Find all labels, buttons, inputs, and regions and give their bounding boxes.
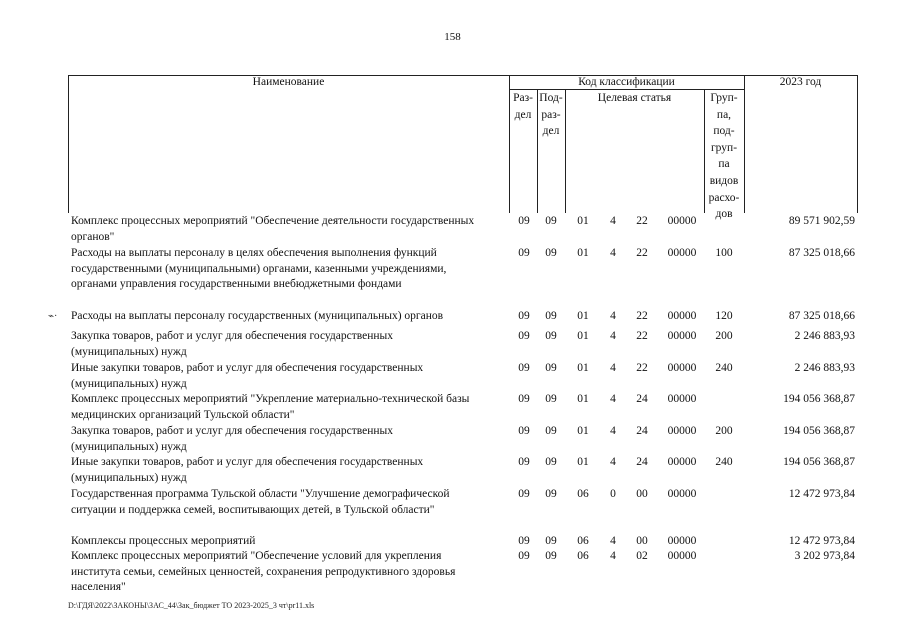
row-razdel: 09	[518, 393, 530, 405]
row-subprogram: 22	[636, 310, 648, 322]
row-program: 01	[577, 362, 589, 374]
row-type: 4	[610, 550, 616, 562]
row-name: Закупка товаров, работ и услуг для обеспечения государственных (муниципальных) нужд	[71, 425, 394, 453]
row-amount: 2 246 883,93	[794, 362, 855, 374]
row-razdel: 09	[518, 488, 530, 500]
margin-mark: ⌁·	[48, 311, 58, 322]
row-type: 4	[610, 310, 616, 322]
row-type: 4	[610, 330, 616, 342]
row-amount: 2 246 883,93	[794, 330, 855, 342]
row-amount: 87 325 018,66	[788, 247, 855, 259]
row-expense-type: 200	[715, 425, 733, 437]
row-name: Расходы на выплаты персоналу государственных (муниципальных) органов	[71, 310, 444, 322]
row-program: 06	[577, 550, 589, 562]
row-amount: 12 472 973,84	[788, 488, 855, 500]
row-razdel: 09	[518, 362, 530, 374]
row-program: 01	[577, 330, 589, 342]
row-direction: 00000	[667, 535, 697, 547]
row-direction: 00000	[667, 456, 697, 468]
row-razdel: 09	[518, 550, 530, 562]
row-program: 06	[577, 535, 589, 547]
row-subprogram: 02	[636, 550, 648, 562]
row-podrazdel: 09	[545, 535, 557, 547]
row-amount: 12 472 973,84	[788, 535, 855, 547]
row-name: Иные закупки товаров, работ и услуг для обеспечения государственных (муниципальных) нужд	[71, 362, 424, 390]
row-direction: 00000	[667, 550, 697, 562]
row-razdel: 09	[518, 456, 530, 468]
row-direction: 00000	[667, 215, 697, 227]
row-podrazdel: 09	[545, 310, 557, 322]
row-name: Государственная программа Тульской области "Улучшение демографической ситуации и поддержка семей, воспитывающих детей, в Тульской области"	[71, 488, 450, 516]
row-direction: 00000	[667, 247, 697, 259]
row-expense-type: 240	[715, 362, 733, 374]
row-podrazdel: 09	[545, 247, 557, 259]
row-program: 01	[577, 393, 589, 405]
row-expense-type: 200	[715, 330, 733, 342]
row-program: 01	[577, 310, 589, 322]
row-direction: 00000	[667, 393, 697, 405]
row-type: 4	[610, 425, 616, 437]
header-razdel: Раз- дел	[513, 92, 533, 121]
row-subprogram: 22	[636, 362, 648, 374]
row-name: Закупка товаров, работ и услуг для обеспечения государственных (муниципальных) нужд	[71, 330, 394, 358]
row-subprogram: 22	[636, 215, 648, 227]
row-amount: 194 056 368,87	[783, 425, 855, 437]
row-expense-type: 240	[715, 456, 733, 468]
row-type: 4	[610, 535, 616, 547]
row-razdel: 09	[518, 215, 530, 227]
row-amount: 89 571 902,59	[788, 215, 855, 227]
row-expense-type: 100	[715, 247, 733, 259]
row-type: 0	[610, 488, 616, 500]
row-razdel: 09	[518, 425, 530, 437]
row-podrazdel: 09	[545, 488, 557, 500]
row-podrazdel: 09	[545, 393, 557, 405]
row-podrazdel: 09	[545, 550, 557, 562]
row-name: Комплекс процессных мероприятий "Укрепление материально-технической базы медицинских организаций Тульской области"	[71, 393, 470, 421]
row-subprogram: 22	[636, 247, 648, 259]
row-direction: 00000	[667, 425, 697, 437]
row-type: 4	[610, 456, 616, 468]
header-target: Целевая статья	[597, 92, 672, 104]
row-razdel: 09	[518, 310, 530, 322]
row-program: 01	[577, 425, 589, 437]
row-type: 4	[610, 247, 616, 259]
header-year: 2023 год	[779, 76, 822, 88]
row-program: 01	[577, 247, 589, 259]
row-podrazdel: 09	[545, 425, 557, 437]
row-type: 4	[610, 393, 616, 405]
row-direction: 00000	[667, 488, 697, 500]
row-subprogram: 00	[636, 535, 648, 547]
row-razdel: 09	[518, 535, 530, 547]
row-amount: 3 202 973,84	[794, 550, 855, 562]
row-program: 01	[577, 215, 589, 227]
row-subprogram: 24	[636, 393, 648, 405]
row-name: Расходы на выплаты персоналу в целях обеспечения выполнения функций государственными (муниципальными) органами, казенными учреждениями, органами управления государственными внебюджетными фондами	[71, 247, 447, 290]
row-razdel: 09	[518, 247, 530, 259]
row-name: Иные закупки товаров, работ и услуг для обеспечения государственных (муниципальных) нужд	[71, 456, 424, 484]
header-podrazdel: Под- раз- дел	[539, 92, 563, 138]
row-expense-type: 120	[715, 310, 733, 322]
row-subprogram: 24	[636, 456, 648, 468]
row-direction: 00000	[667, 330, 697, 342]
header-classification: Код классификации	[578, 76, 675, 88]
row-podrazdel: 09	[545, 456, 557, 468]
row-program: 06	[577, 488, 589, 500]
row-subprogram: 24	[636, 425, 648, 437]
row-podrazdel: 09	[545, 215, 557, 227]
row-type: 4	[610, 215, 616, 227]
row-amount: 87 325 018,66	[788, 310, 855, 322]
row-podrazdel: 09	[545, 362, 557, 374]
header-group: Груп- па, под- груп- па видов расхо- дов	[708, 92, 740, 221]
page-number: 158	[444, 31, 461, 43]
row-podrazdel: 09	[545, 330, 557, 342]
row-name: Комплекс процессных мероприятий "Обеспечение деятельности государственных органов"	[71, 215, 475, 243]
row-amount: 194 056 368,87	[783, 456, 855, 468]
header-name: Наименование	[252, 76, 325, 88]
row-direction: 00000	[667, 362, 697, 374]
row-subprogram: 22	[636, 330, 648, 342]
row-name: Комплексы процессных мероприятий	[71, 535, 256, 547]
row-direction: 00000	[667, 310, 697, 322]
file-path-footer: D:\ГДЯ\2022\ЗАКОНЫ\ЗАС_44\Зак_бюджет ТО 2023-2025_3 чт\pr11.xls	[68, 601, 315, 610]
row-razdel: 09	[518, 330, 530, 342]
row-program: 01	[577, 456, 589, 468]
row-type: 4	[610, 362, 616, 374]
row-subprogram: 00	[636, 488, 648, 500]
row-amount: 194 056 368,87	[783, 393, 855, 405]
row-name: Комплекс процессных мероприятий "Обеспечение условий для укрепления института семьи, семейных ценностей, сохранения репродуктивного здоровья населения"	[71, 550, 456, 593]
